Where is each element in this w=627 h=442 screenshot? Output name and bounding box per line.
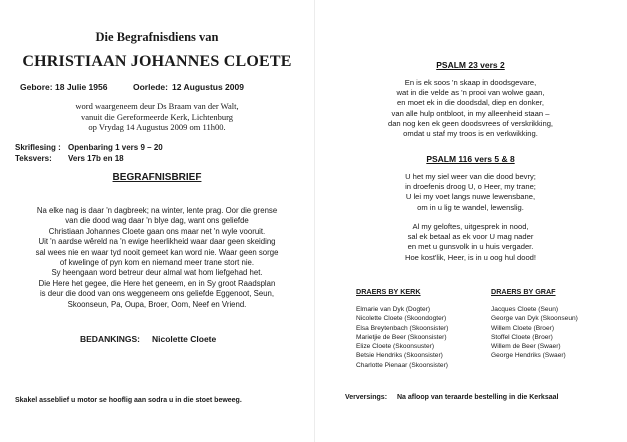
letter-line: Sy heengaan word betreur deur almal wat hom liefgehad het. xyxy=(51,268,263,278)
bearer-item: Betsie Hendriks (Skoonsister) xyxy=(356,352,443,360)
psalm-116-stanza-2 xyxy=(314,222,627,263)
refreshments-label: Verversings: xyxy=(345,394,388,401)
letter-heading: BEGRAFNISBRIEF xyxy=(112,172,202,183)
bearer-item: Elmarie van Dyk (Dogter) xyxy=(356,306,431,313)
letter-line: sal wees nie en waar tyd nooit gemeet kan word nie. Waar geen sorge xyxy=(35,247,279,257)
bearer-item: Nicolette Cloete (Skoondogter) xyxy=(356,315,447,323)
text-verse-label: Teksvers: xyxy=(15,154,52,163)
psalm-116-heading: PSALM 116 vers 5 & 8 xyxy=(426,154,515,164)
verse-line: wat in die velde as 'n prooi van wolwe gaan, xyxy=(396,88,545,98)
verse-line: Hoe kost'lik, Heer, is in u oog hul dood! xyxy=(404,252,537,262)
thanks-name: Nicolette Cloete xyxy=(152,334,217,344)
thanks-label: BEDANKINGS: xyxy=(80,334,140,344)
verse-line: omdat u staf my troos is en verkwikking. xyxy=(403,129,538,139)
letter-line: Christiaan Johannes Cloete gaan ons maar net 'n wyle vooruit. xyxy=(48,226,266,236)
scripture-value: Openbaring 1 vers 9 – 20 xyxy=(68,143,163,152)
service-heading: Die Begrafnisdiens van xyxy=(95,30,219,44)
verse-line: om in u lig te wandel, lewenslig. xyxy=(417,202,524,212)
bearer-item: Elsa Breytenbach (Skoonsister) xyxy=(356,324,449,332)
procession-notice: Skakel asseblief u motor se hooflig aan sodra u in die stoet beweeg. xyxy=(15,397,242,404)
verse-line: sal ek betaal as ek voor U mag nader xyxy=(407,232,534,242)
service-line: vanuit die Gereformeerde Kerk, Lichtenburg xyxy=(80,111,234,122)
church-bearers-list xyxy=(356,305,448,370)
verse-line: van alle hulp ontbloot, in my alleenheid staan – xyxy=(391,108,550,118)
scripture-label: Skriflesing : xyxy=(15,143,61,152)
verse-line: en moet ek in die doodsdal, diep en donker, xyxy=(397,98,544,108)
verse-line: en met u gunsvolk in u huis vergader. xyxy=(407,242,534,252)
bearer-item: George Hendriks (Swaer) xyxy=(491,352,566,360)
bearer-item: Stoffel Cloete (Broer) xyxy=(491,333,553,341)
bearer-item: Jacques Cloete (Seun) xyxy=(491,306,559,313)
bearer-item: Charlotte Pienaar (Skoonsister) xyxy=(356,361,448,369)
bearer-item: Willem Cloete (Broer) xyxy=(491,324,555,332)
verse-line: U lei my voet langs nuwe lewensbane, xyxy=(405,192,536,202)
letter-line: Skoonseun, Pa, Oupa, Broer, Oom, Neef en Vriend. xyxy=(67,299,247,309)
bearer-item: George van Dyk (Skoonseun) xyxy=(491,315,578,323)
born-date: 18 Julie 1956 xyxy=(55,82,108,92)
bearer-item: Marietjie de Beer (Skoonsister) xyxy=(356,333,447,341)
letter-line: van die dood wag daar 'n blye dag, want ons geliefde xyxy=(65,216,249,226)
bearer-item: Elize Cloete (Skoonsuster) xyxy=(356,343,435,351)
psalm-116-stanza-1 xyxy=(314,172,627,213)
verse-line: in droefenis droog U, o Heer, my trane; xyxy=(405,182,536,192)
letter-line: is deur die dood van ons weggeneem ons geliefde Eggenoot, Seun, xyxy=(39,289,275,299)
born-label: Gebore: xyxy=(20,82,53,92)
letter-line: Die Here het gegee, die Here het geneem, en in Sy groot Raadsplan xyxy=(38,278,276,288)
verse-line: En is ek soos 'n skaap in doodsgevare, xyxy=(404,78,537,87)
died-date: 12 Augustus 2009 xyxy=(172,82,244,92)
deceased-name: CHRISTIAAN JOHANNES CLOETE xyxy=(22,53,292,70)
verse-line: dan nog ken ek geen doodsvrees of verskrikking, xyxy=(387,118,554,128)
bearer-item: Willem de Beer (Swaer) xyxy=(491,343,561,351)
died-label: Oorlede: xyxy=(133,82,168,92)
letter-line: of kwelinge of pyn kom en niemand meer trane stort nie. xyxy=(59,258,255,268)
service-line: word waargeneem deur Ds Braam van der Walt, xyxy=(75,101,239,111)
letter-line: Na elke nag is daar 'n dagbreek; na winter, lente prag. Oor die grense xyxy=(36,206,278,215)
grave-bearers-list xyxy=(491,305,578,361)
refreshments-text: Na afloop van teraarde bestelling in die Kerksaal xyxy=(397,394,559,401)
text-verse-value: Vers 17b en 18 xyxy=(68,154,124,163)
psalm-23-verse xyxy=(314,78,627,139)
letter-line: Uit 'n aardse wêreld na 'n ewige heerlikheid waar daar geen skeiding xyxy=(38,237,276,247)
church-bearers-heading: DRAERS BY KERK xyxy=(356,287,421,296)
funeral-letter xyxy=(0,206,314,310)
verse-line: U het my siel weer van die dood bevry; xyxy=(405,172,536,181)
service-details xyxy=(0,101,314,133)
grave-bearers-heading: DRAERS BY GRAF xyxy=(491,287,556,296)
service-line: op Vrydag 14 Augustus 2009 om 11h00. xyxy=(88,122,226,132)
verse-line: Al my geloftes, uitgesprek in nood, xyxy=(412,222,529,231)
psalm-23-heading: PSALM 23 vers 2 xyxy=(436,60,505,70)
